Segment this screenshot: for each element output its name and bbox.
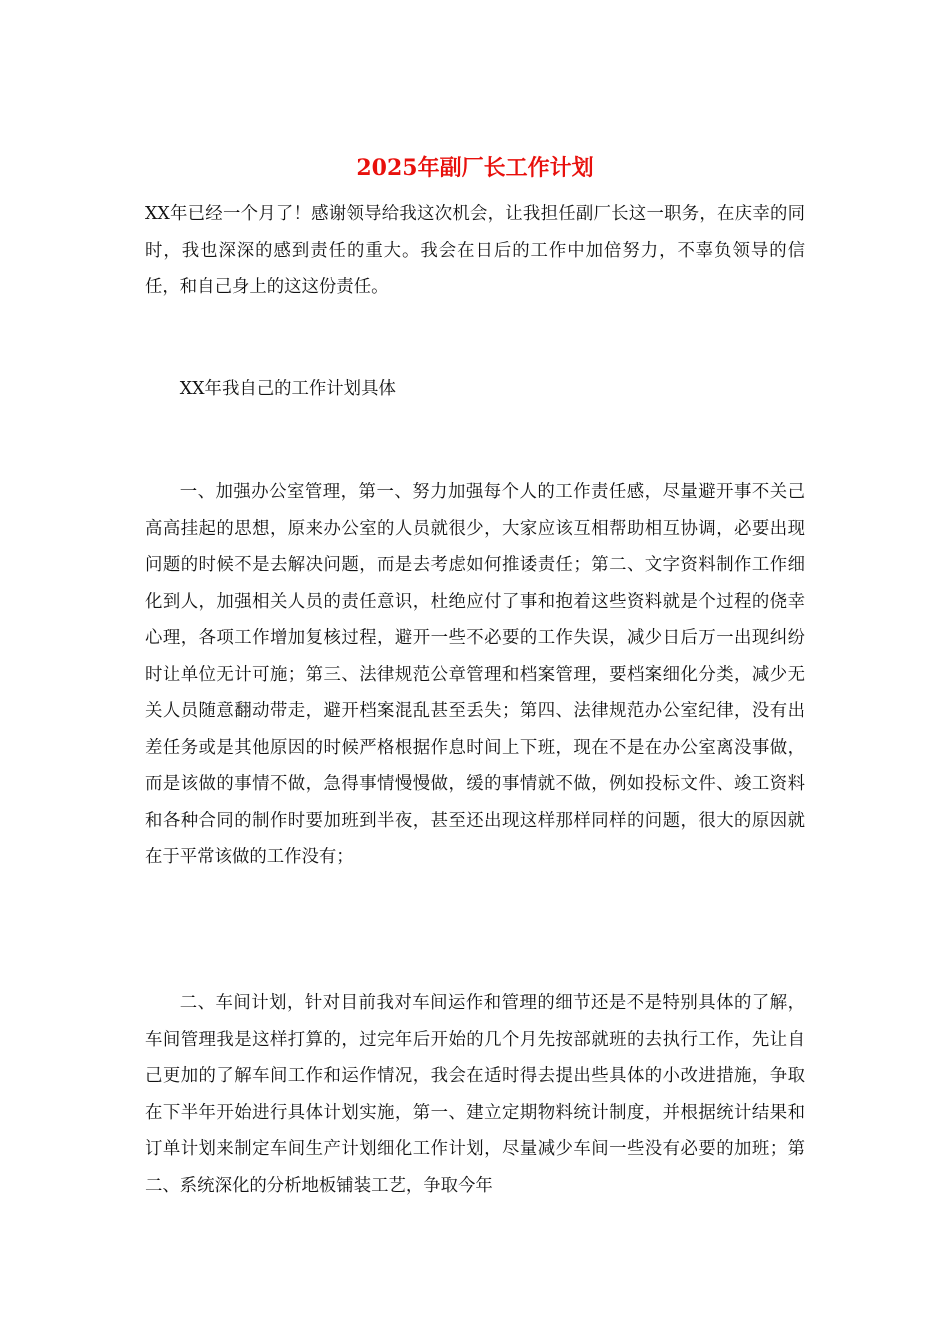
workshop-plan-paragraph: 二、车间计划，针对目前我对车间运作和管理的细节还是不是特别具体的了解，车间管理我是这样打算的，过完年后开始的几个月先按部就班的去执行工作，先让自己更加的了解车间工作和运作情况，我会在适时得去提出些具体的小改进措施，争取在下半年开始进行具体计划实施，第一、建立定期物料统计制度，并根据统计结果和订单计划来制定车间生产计划细化工作计划，尽量减少车间一些没有必要的加班；第二、系统深化的分析地板铺装工艺，争取今年 (145, 993, 805, 1196)
document-title: 2025年副厂长工作计划 (356, 155, 594, 181)
intro-paragraph: XX年已经一个月了！感谢领导给我这次机会，让我担任副厂长这一职务，在庆幸的同时，我也深深的感到责任的重大。我会在日后的工作中加倍努力，不辜负领导的信任，和自己身上的这这份责任。 (145, 204, 805, 297)
plan-heading-paragraph: XX年我自己的工作计划具体 (179, 379, 396, 399)
office-management-paragraph: 一、加强办公室管理，第一、努力加强每个人的工作责任感，尽量避开事不关己高高挂起的思想，原来办公室的人员就很少，大家应该互相帮助相互协调，必要出现问题的时候不是去解决问题，而是去考虑如何推诿责任；第二、文字资料制作工作细化到人，加强相关人员的责任意识，杜绝应付了事和抱着这些资料就是个过程的侥幸心理，各项工作增加复核过程，避开一些不必要的工作失误，减少日后万一出现纠纷时让单位无计可施；第三、法律规范公章管理和档案管理，要档案细化分类，减少无关人员随意翻动带走，避开档案混乱甚至丢失；第四、法律规范办公室纪律，没有出差任务或是其他原因的时候严格根据作息时间上下班，现在不是在办公室离没事做，而是该做的事情不做，急得事情慢慢做，缓的事情就不做，例如投标文件、竣工资料和各种合同的制作时要加班到半夜，甚至还出现这样那样同样的问题，很大的原因就在于平常该做的工作没有； (145, 482, 805, 867)
